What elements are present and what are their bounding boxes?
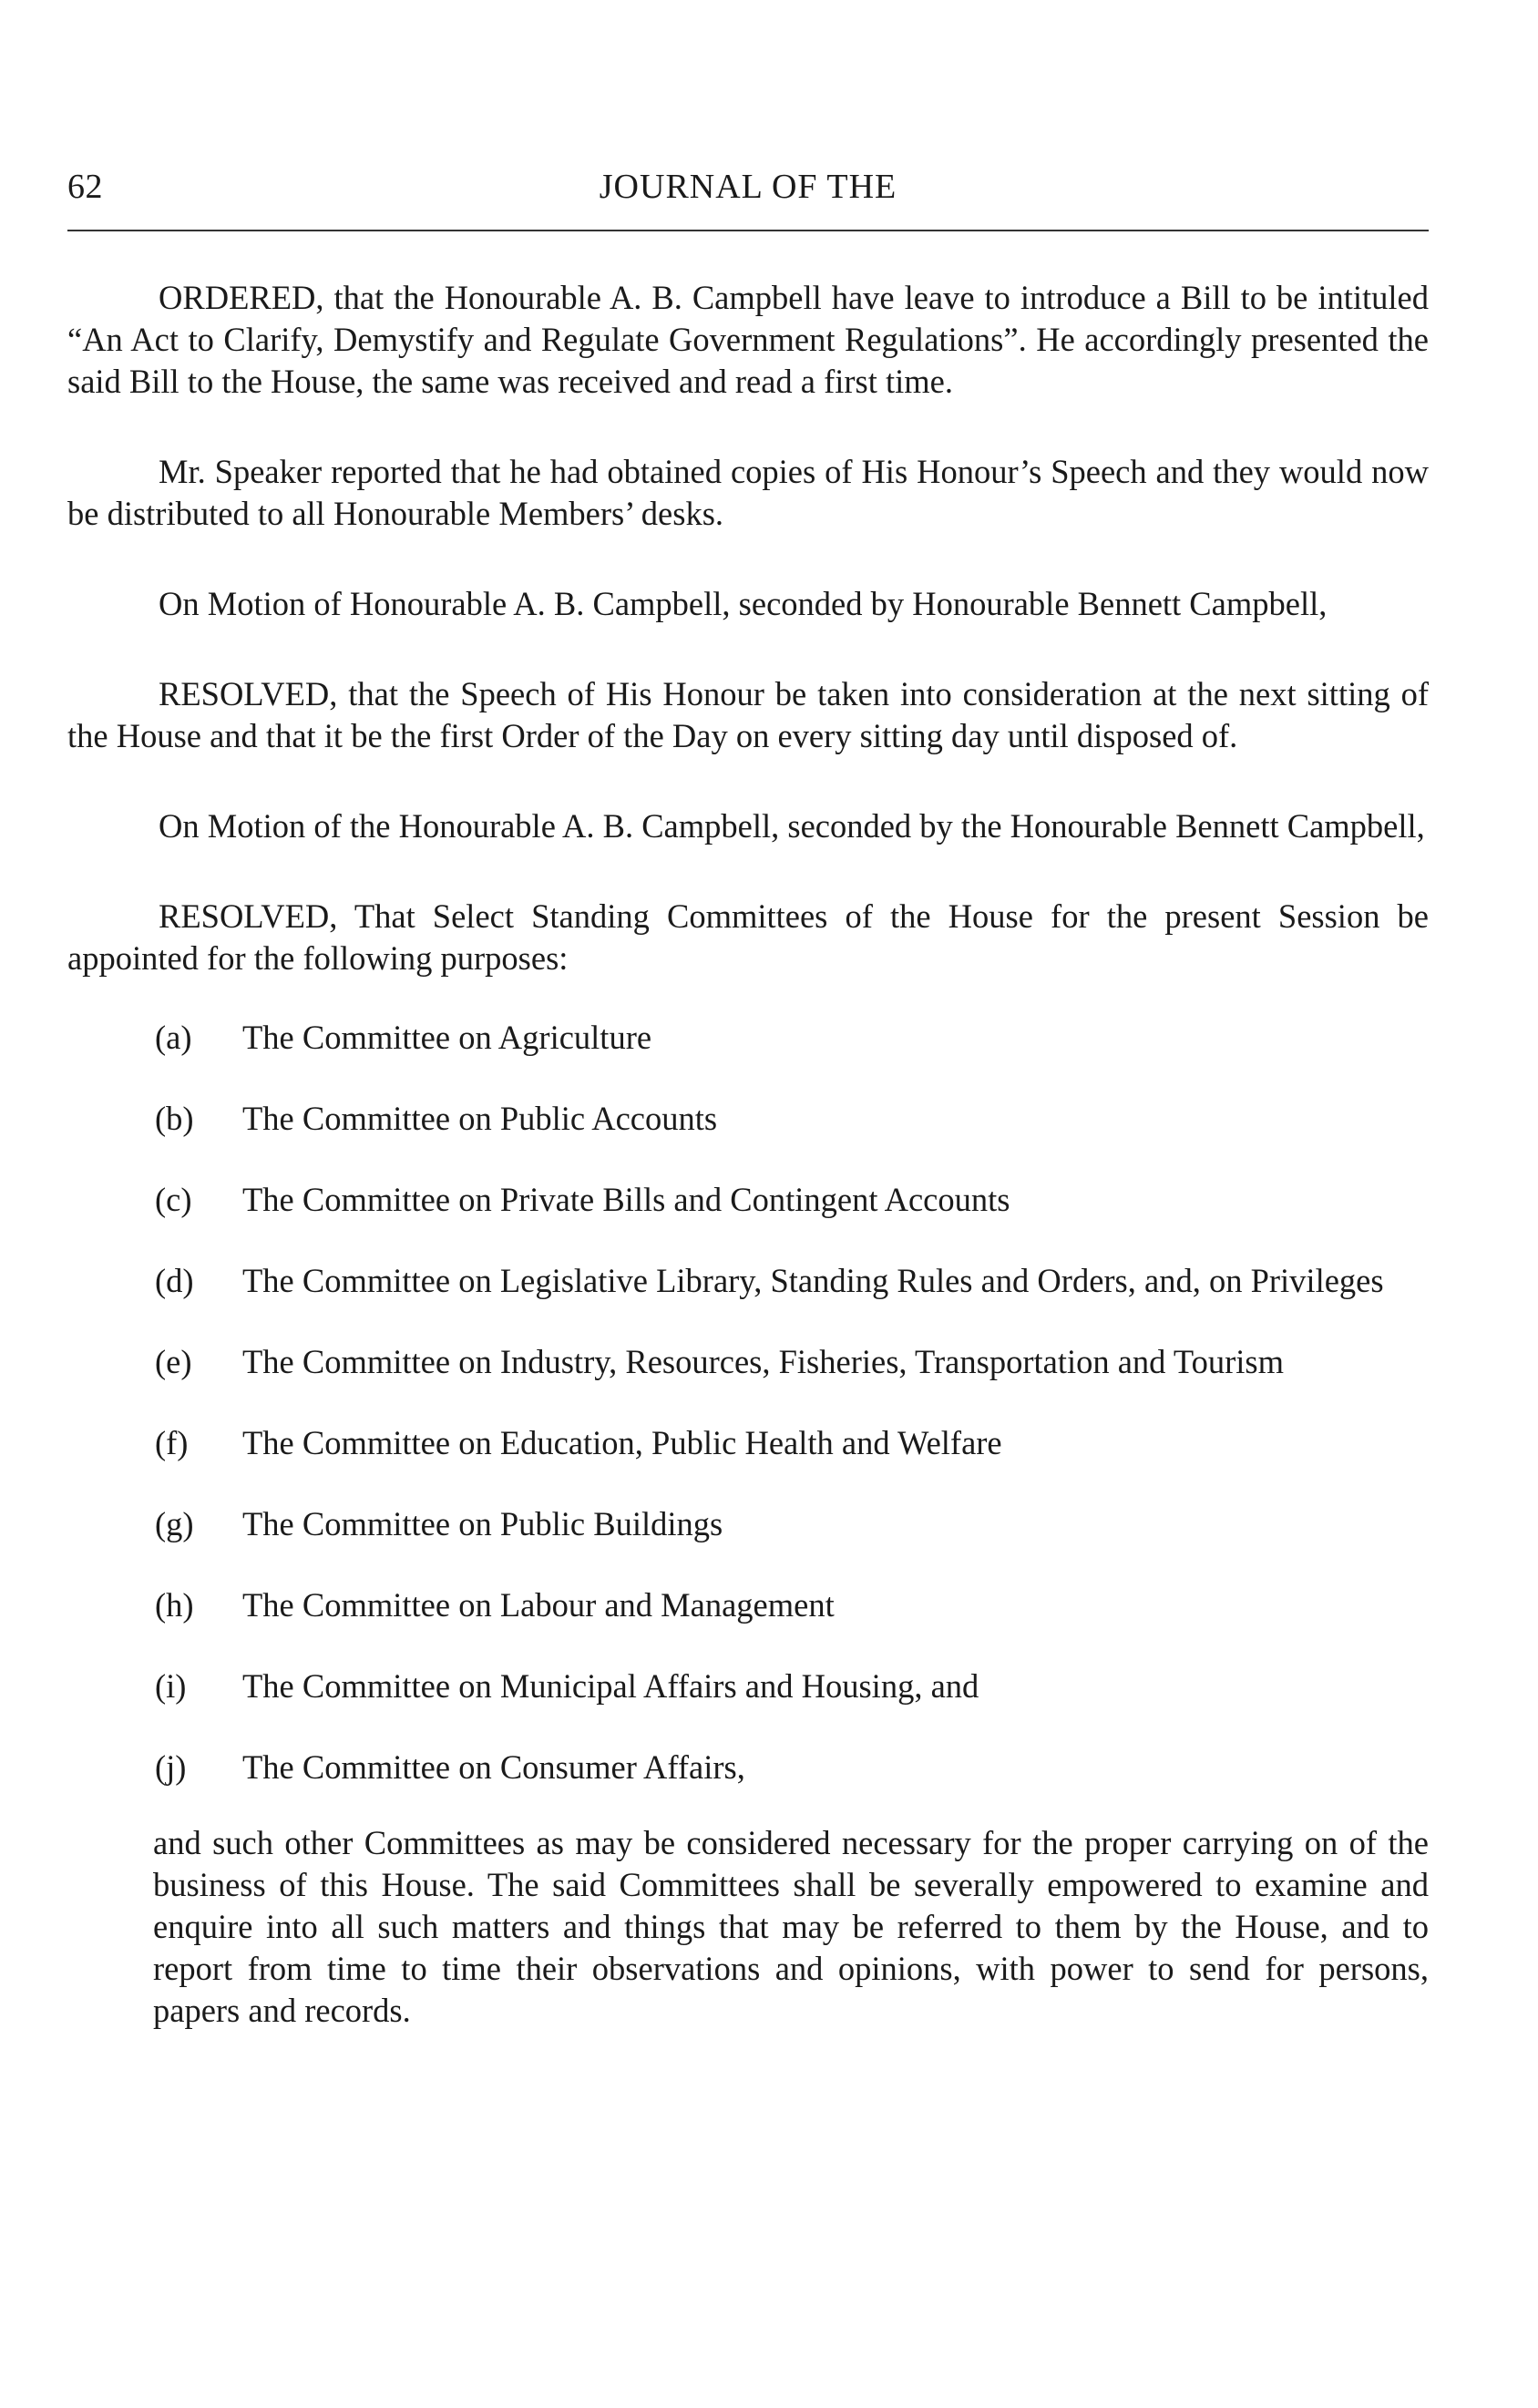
list-item <box>67 1018 1429 1058</box>
list-item-text: The Committee on Private Bills and Contingent Accounts <box>242 1181 1010 1218</box>
list-item <box>67 1423 1429 1463</box>
running-head: JOURNAL OF THE <box>599 168 897 206</box>
paragraph-resolved-speech: RESOLVED, that the Speech of His Honour be taken into consideration at the next sitting of the House and that it be the first Order of the Day on every sitting day until disposed of. <box>67 675 1429 754</box>
list-item-text: The Committee on Municipal Affairs and Housing, and <box>242 1667 979 1705</box>
list-item-text: The Committee on Industry, Resources, Fisheries, Transportation and Tourism <box>242 1343 1285 1380</box>
list-item <box>67 1342 1429 1382</box>
list-item-label: (i) <box>155 1667 187 1705</box>
list-item-label: (g) <box>155 1505 194 1542</box>
page-number: 62 <box>67 168 103 206</box>
list-item-text: The Committee on Public Accounts <box>242 1100 718 1137</box>
list-item <box>67 1747 1429 1788</box>
paragraph-ordered-bill: ORDERED, that the Honourable A. B. Campbell have leave to introduce a Bill to be intituled “An Act to Clarify, Demystify and Regulate Government Regulations”. He accordingly presented the said Bill to the House, the same was received and read a first time. <box>67 279 1429 400</box>
paragraph-motion-1: On Motion of Honourable A. B. Campbell, seconded by Honourable Bennett Campbell, <box>159 585 1328 622</box>
body-text <box>67 277 1429 2032</box>
list-item <box>67 1504 1429 1544</box>
list-item-label: (b) <box>155 1100 194 1137</box>
list-item <box>67 1261 1429 1301</box>
page-header <box>67 164 1429 219</box>
list-item-text: The Committee on Labour and Management <box>242 1586 835 1624</box>
paragraph-speaker-report: Mr. Speaker reported that he had obtained copies of His Honour’s Speech and they would now be distributed to all Honourable Members’ desks. <box>67 453 1429 532</box>
list-item-text: The Committee on Education, Public Health and Welfare <box>242 1424 1002 1461</box>
paragraph-resolved-committees: RESOLVED, That Select Standing Committees of the House for the present Session be appointed for the following purposes: <box>67 897 1429 977</box>
list-item <box>67 1099 1429 1139</box>
list-item <box>67 1666 1429 1706</box>
list-item-label: (e) <box>155 1343 192 1380</box>
paragraph-motion-2: On Motion of the Honourable A. B. Campbell, seconded by the Honourable Bennett Campbell, <box>159 807 1425 845</box>
list-item-text: The Committee on Public Buildings <box>242 1505 723 1542</box>
list-item-label: (h) <box>155 1586 194 1624</box>
list-item <box>67 1585 1429 1625</box>
list-item-text: The Committee on Agriculture <box>242 1019 652 1056</box>
list-item <box>67 1180 1429 1220</box>
list-item-label: (j) <box>155 1748 187 1786</box>
list-item-label: (a) <box>155 1019 192 1056</box>
paragraph-closing: and such other Committees as may be considered necessary for the proper carrying on of the business of this House. The said Committees shall be severally empowered to examine and enquire into all such matters and things that may be referred to them by the House, and to report from time to time their observations and opinions, with power to send for persons, papers and records. <box>153 1824 1429 2029</box>
list-item-label: (f) <box>155 1424 189 1461</box>
list-item-label: (d) <box>155 1262 194 1299</box>
list-item-label: (c) <box>155 1181 192 1218</box>
list-item-text: The Committee on Legislative Library, Standing Rules and Orders, and, on Privileges <box>242 1262 1384 1299</box>
header-rule <box>67 230 1429 231</box>
list-item-text: The Committee on Consumer Affairs, <box>242 1748 745 1786</box>
committee-list <box>67 1018 1429 1788</box>
